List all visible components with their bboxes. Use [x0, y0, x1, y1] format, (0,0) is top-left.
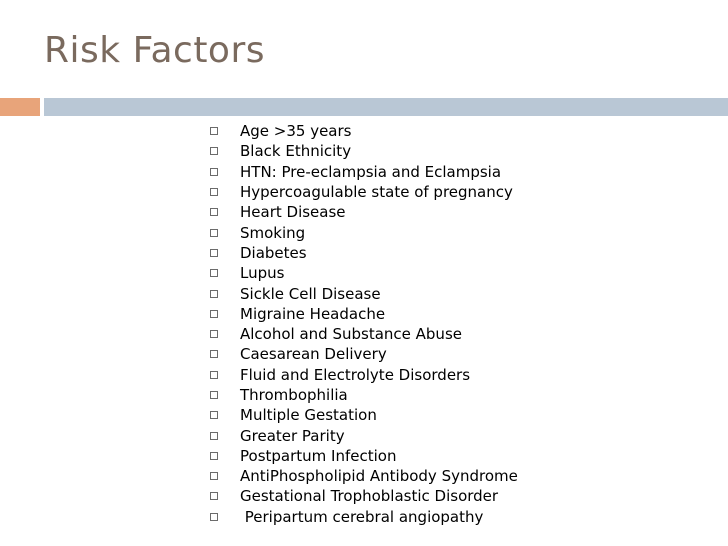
- list-item: [210, 324, 518, 344]
- list-item: [210, 365, 518, 385]
- title-divider: [0, 98, 728, 116]
- list-item-text: Lupus: [240, 264, 285, 283]
- square-bullet-icon: [210, 432, 218, 440]
- list-item: [210, 466, 518, 486]
- list-item: [210, 202, 518, 222]
- square-bullet-icon: [210, 188, 218, 196]
- list-item: [210, 446, 518, 466]
- list-item-text: Sickle Cell Disease: [240, 284, 381, 303]
- list-item-text: Diabetes: [240, 243, 307, 262]
- list-item-text: Smoking: [240, 223, 306, 242]
- list-item-text: Postpartum Infection: [240, 446, 397, 465]
- square-bullet-icon: [210, 452, 218, 460]
- list-item: [210, 263, 518, 283]
- divider-bar: [44, 98, 728, 116]
- square-bullet-icon: [210, 330, 218, 338]
- list-item: [210, 304, 518, 324]
- list-item: [210, 344, 518, 364]
- square-bullet-icon: [210, 492, 218, 500]
- square-bullet-icon: [210, 229, 218, 237]
- list-item-text: Heart Disease: [240, 203, 346, 222]
- slide-title: Risk Factors: [44, 30, 266, 71]
- square-bullet-icon: [210, 513, 218, 521]
- list-item: [210, 182, 518, 202]
- list-item-text: Age >35 years: [240, 122, 352, 141]
- square-bullet-icon: [210, 147, 218, 155]
- square-bullet-icon: [210, 168, 218, 176]
- list-item: [210, 405, 518, 425]
- square-bullet-icon: [210, 350, 218, 358]
- list-item-text: AntiPhospholipid Antibody Syndrome: [240, 467, 518, 486]
- square-bullet-icon: [210, 371, 218, 379]
- list-item: [210, 283, 518, 303]
- list-item: [210, 385, 518, 405]
- list-item: [210, 121, 518, 141]
- list-item-text: Alcohol and Substance Abuse: [240, 325, 462, 344]
- list-item-text: Migraine Headache: [240, 304, 386, 323]
- list-item-text: Black Ethnicity: [240, 142, 352, 161]
- square-bullet-icon: [210, 310, 218, 318]
- list-item: [210, 425, 518, 445]
- list-item: [210, 162, 518, 182]
- list-item-text: Greater Parity: [240, 426, 345, 445]
- square-bullet-icon: [210, 472, 218, 480]
- square-bullet-icon: [210, 290, 218, 298]
- square-bullet-icon: [210, 269, 218, 277]
- square-bullet-icon: [210, 411, 218, 419]
- list-item-text: Fluid and Electrolyte Disorders: [240, 365, 471, 384]
- list-item-text: Thrombophilia: [240, 386, 348, 404]
- risk-factor-list: [210, 121, 518, 527]
- list-item-text: Hypercoagulable state of pregnancy: [240, 183, 513, 202]
- list-item: [210, 141, 518, 161]
- divider-accent-block: [0, 98, 40, 116]
- square-bullet-icon: [210, 127, 218, 135]
- list-item-text: Multiple Gestation: [240, 406, 377, 425]
- square-bullet-icon: [210, 249, 218, 257]
- list-item: [210, 222, 518, 242]
- list-item-text: Gestational Trophoblastic Disorder: [240, 487, 499, 506]
- list-item-text: HTN: Pre-eclampsia and Eclampsia: [240, 162, 502, 181]
- list-item: [210, 507, 518, 527]
- list-item-text: Peripartum cerebral angiopathy: [240, 507, 484, 526]
- list-item: [210, 243, 518, 263]
- list-item-text: Caesarean Delivery: [240, 345, 387, 364]
- square-bullet-icon: [210, 208, 218, 216]
- list-item: [210, 486, 518, 506]
- square-bullet-icon: [210, 391, 218, 399]
